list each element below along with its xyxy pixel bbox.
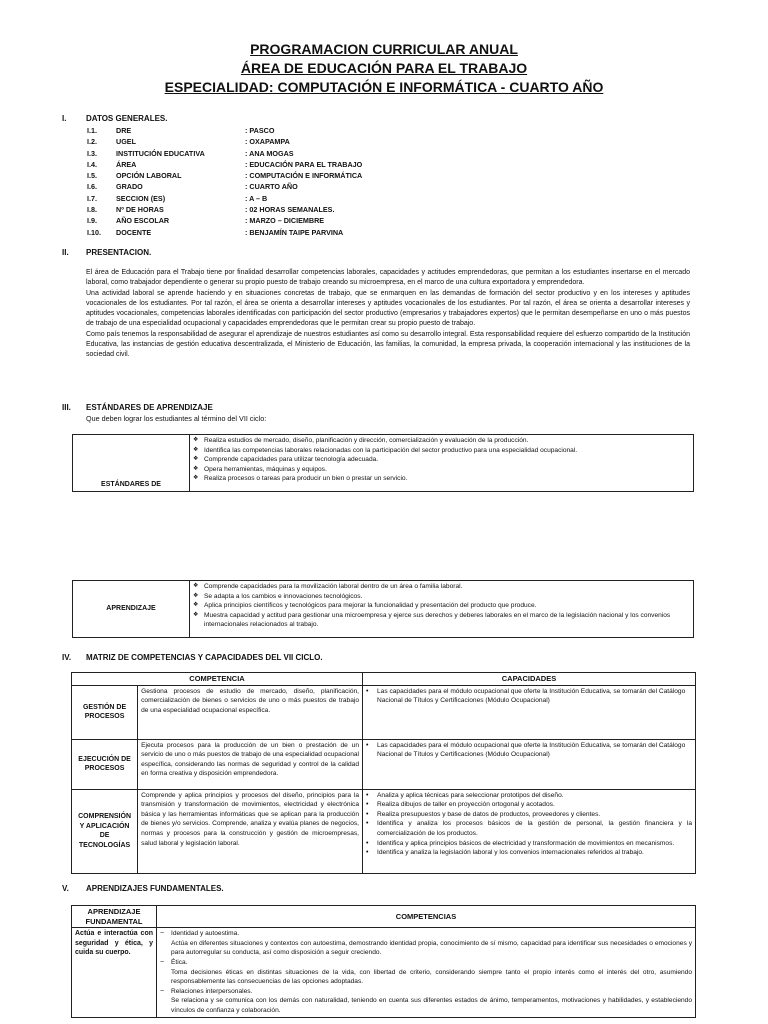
general-data-value: : PASCO — [245, 126, 275, 135]
general-data-value: : EDUCACIÓN PARA EL TRABAJO — [245, 159, 363, 169]
fundamental-item — [160, 987, 692, 1016]
title-line-3: ESPECIALIDAD: COMPUTACIÓN E INFORMÁTICA - CUARTO AÑO — [164, 79, 604, 95]
general-data-value: : BENJAMÍN TAIPE PARVINA — [245, 227, 344, 237]
list-item: • Identifica y analiza la legislación laboral y los convenios internacionales referidos al trabajo. — [366, 848, 692, 858]
fundamentals-left-cell: Actúa e interactúa con seguridad y ética, y cuida su cuerpo. — [72, 928, 157, 1017]
general-data-label: GRADO — [116, 182, 143, 192]
table-row — [72, 739, 696, 789]
general-data-code: I.7. — [87, 193, 97, 203]
general-data-label: DOCENTE — [116, 227, 152, 237]
title-line-2: ÁREA DE EDUCACIÓN PARA EL TRABAJO — [240, 60, 528, 76]
section-subtitle-3: Que deben lograr los estudiantes al término del VII ciclo: — [86, 414, 267, 423]
section-heading-1: I. DATOS GENERALES. — [62, 114, 168, 123]
general-data-code: I.5. — [87, 171, 97, 181]
fundamental-item-title: − Ética. — [171, 958, 188, 966]
table-row — [72, 928, 696, 1017]
list-item: • Identifica y aplica principios básicos de electricidad y transformación de movimientos en mecanismos. — [366, 839, 692, 849]
general-data-value: : ANA MOGAS — [245, 148, 294, 158]
section-heading-2: II. PRESENTACION. — [62, 248, 152, 257]
standards-label: ESTÁNDARES DE — [73, 435, 190, 492]
matrix-header-competencia: COMPETENCIA — [72, 673, 363, 686]
fundamental-item-text: Se relaciona y se comunica con los demás con naturalidad, teniendo en cuenta sus diferentes estados de ánimo, temperamentos, motivaciones y habilidades, y estableciendo vínculos de confianza y colaboración. — [171, 997, 692, 1014]
general-data-label: UGEL — [116, 137, 136, 147]
matrix-competencia-cell: Comprende y aplica principios y procesos del diseño, principios para la transmisión y transformación de movimientos, electricidad y electrónica básica y las herramientas informáticas que se aplican para la producción de bienes y/o servicios. Comprende, analiza y evalúa planes de negocios, normas y procesos para la construcción y gestión de microempresas, salud laboral y legislación laboral. — [138, 789, 363, 873]
general-data-code: I.10. — [87, 227, 101, 237]
general-data-label: ÁREA — [116, 159, 137, 169]
general-data-row — [87, 204, 362, 215]
general-data-label: Nº DE HORAS — [116, 205, 164, 215]
matrix-row-label: EJECUCIÓN DE PROCESOS — [72, 739, 138, 789]
standards-table-top — [72, 434, 694, 492]
capacidades-list — [366, 791, 692, 858]
presentation-paragraph: Como país tenemos la responsabilidad de asegurar el aprendizaje de nuestros estudiantes así como su desarrollo integral. Esta responsabilidad requiere del esfuerzo compartido de la Institución Educativa, las instancias de gestión educativa descentralizada, el Ministerio de Educación, las familias, la comunidad, la empresa privada, la cooperación internacional y las instituciones de la sociedad civil. — [86, 330, 690, 359]
general-data-list — [87, 125, 362, 238]
general-data-value: : A – B — [245, 193, 268, 203]
matrix-competencia-cell: Ejecuta procesos para la producción de un bien o prestación de un servicio de uno o más puestos de trabajo de una especialidad ocupacional específica, considerando las normas de seguridad y control de la calidad en forma creativa y disposición emprendedora. — [138, 739, 363, 789]
general-data-row — [87, 181, 362, 192]
list-item: • Analiza y aplica técnicas para seleccionar prototipos del diseño. — [366, 791, 692, 801]
matrix-header-capacidades: CAPACIDADES — [363, 673, 696, 686]
general-data-label: OPCIÓN LABORAL — [116, 171, 182, 181]
fundamental-item-text: Actúa en diferentes situaciones y contextos con autoestima, demostrando identidad propia, conocimiento de sí mismo, capacidad para identificar sus necesidades o emociones y para autorregular su conducta, así como disposición a seguir creciendo. — [171, 939, 692, 957]
fundamentals-header-left: APRENDIZAJE FUNDAMENTAL — [72, 906, 157, 928]
general-data-row — [87, 193, 362, 204]
general-data-row — [87, 227, 362, 238]
list-item: ❖ Identifica las competencias laborales relacionadas con la participación del sector productivo para una especialidad ocupacional. — [193, 446, 690, 456]
fundamentals-list — [160, 929, 692, 1015]
general-data-row — [87, 159, 362, 170]
standards-list — [193, 582, 690, 630]
fundamental-item — [160, 929, 692, 958]
general-data-code: I.4. — [87, 159, 97, 169]
general-data-label: SECCION (ES) — [116, 193, 166, 203]
general-data-code: I.9. — [87, 216, 97, 226]
list-item: • Las capacidades para el módulo ocupacional que oferte la Institución Educativa, se tomarán del Catálogo Nacional de Títulos y Certificaciones (Módulo Ocupacional) — [366, 687, 692, 706]
list-item: ❖ Muestra capacidad y actitud para gestionar una microempresa y ejerce sus derechos y deberes laborales en el marco de la legislación nacional y los convenios internacionales relacionados al trabajo. — [193, 611, 690, 630]
presentation-text — [86, 268, 690, 361]
fundamentals-table — [71, 905, 696, 1018]
document-titles — [0, 40, 768, 97]
presentation-paragraph: El área de Educación para el Trabajo tiene por finalidad desarrollar competencias laborales, capacidades y actitudes emprendedoras, que permitan a los estudiantes insertarse en el mercado laboral, como trabajador dependiente o generar su propio puesto de trabajo creando su microempresa, en el marco de una cultura exportadora y emprendedora. — [86, 269, 690, 287]
list-item: • Las capacidades para el módulo ocupacional que oferte la Institución Educativa, se tomarán del Catálogo Nacional de Títulos y Certificaciones (Módulo Ocupacional) — [366, 741, 692, 760]
standards-label: APRENDIZAJE — [73, 581, 190, 638]
general-data-row — [87, 170, 362, 181]
general-data-value: : MARZO – DICIEMBRE — [245, 216, 325, 226]
general-data-label: INSTITUCIÓN EDUCATIVA — [116, 148, 205, 158]
general-data-row — [87, 136, 362, 147]
general-data-code: I.3. — [87, 148, 97, 158]
presentation-paragraph: Una actividad laboral se aprende haciendo y en situaciones concretas de trabajo, que se enmarquen en las demandas de formación del sector productivo y en los intereses y aptitudes vocacionales de los estudiantes. Por tal razón, el área se orienta a desarrollar intereses y aptitudes vocacionales de los estudiantes. Por tal razón, el área se orienta a desarrollar intereses y aptitudes vocacionales, competencias laborales identificadas con participación del sector productivo (empresarios y trabajadores expertos) que le permitan desempeñarse en uno o más puestos de trabajo de una especialidad ocupacional y capacidades emprendedoras que le permitan crear su propio puesto de trabajo. — [86, 289, 690, 328]
matrix-row-label: COMPRENSIÓN Y APLICACIÓN DE TECNOLOGÍAS — [72, 789, 138, 873]
list-item: • Realiza dibujos de taller en proyección ortogonal y acotados. — [366, 800, 692, 810]
list-item: ❖ Comprende capacidades para utilizar tecnología adecuada. — [193, 455, 690, 465]
title-line-1: PROGRAMACION CURRICULAR ANUAL — [250, 41, 518, 57]
fundamental-item-title: − Identidad y autoestima. — [171, 930, 240, 938]
general-data-code: I.6. — [87, 182, 97, 192]
capacidades-list — [366, 687, 692, 706]
fundamental-item-text: Toma decisiones éticas en distintas situaciones de la vida, con libertad de criterio, considerando siempre tanto el propio interés como el interés del otro, asumiendo responsablemente las consecuencias de las opciones adoptadas. — [171, 968, 692, 986]
general-data-value: : COMPUTACIÓN E INFORMÁTICA — [245, 171, 363, 181]
list-item: ❖ Comprende capacidades para la movilización laboral dentro de un área o familia laboral. — [193, 582, 690, 592]
general-data-code: I.2. — [87, 137, 97, 147]
standards-list — [193, 436, 690, 484]
general-data-label: DRE — [116, 126, 132, 135]
list-item: ❖ Aplica principios científicos y tecnológicos para mejorar la funcionalidad y presentación del producto que produce. — [193, 601, 690, 611]
matrix-row-label: GESTIÓN DE PROCESOS — [72, 685, 138, 739]
fundamentals-header-right: COMPETENCIAS — [157, 906, 696, 928]
section-heading-3: III. ESTÁNDARES DE APRENDIZAJE — [62, 403, 213, 412]
general-data-value: : OXAPAMPA — [245, 137, 290, 147]
standards-table-bottom — [72, 580, 694, 638]
fundamental-item-title: − Relaciones interpersonales. — [171, 987, 253, 995]
general-data-row — [87, 125, 362, 136]
list-item: ❖ Realiza procesos o tareas para producir un bien o prestar un servicio. — [193, 474, 690, 484]
table-row — [72, 789, 696, 873]
competency-matrix-table — [71, 672, 696, 874]
general-data-row — [87, 148, 362, 159]
list-item: ❖ Opera herramientas, máquinas y equipos. — [193, 465, 690, 475]
list-item: ❖ Se adapta a los cambios e innovaciones tecnológicos. — [193, 592, 690, 602]
table-row — [72, 685, 696, 739]
general-data-value: : CUARTO AÑO — [245, 182, 298, 192]
section-heading-5: V. APRENDIZAJES FUNDAMENTALES. — [62, 884, 224, 893]
general-data-code: I.1. — [87, 126, 97, 135]
section-heading-4: IV. MATRIZ DE COMPETENCIAS Y CAPACIDADES DEL VII CICLO. — [62, 653, 323, 662]
list-item: • Identifica y analiza los procesos básicos de la gestión de personal, la gestión financiera y la comercialización de los productos. — [366, 819, 692, 838]
matrix-competencia-cell: Gestiona procesos de estudio de mercado, diseño, planificación, comercialización de bienes o servicios de uno o más puestos de trabajo de una especialidad ocupacional específica. — [138, 685, 363, 739]
general-data-value: : 02 HORAS SEMANALES. — [245, 205, 335, 215]
capacidades-list — [366, 741, 692, 760]
general-data-row — [87, 215, 362, 226]
list-item: • Realiza presupuestos y base de datos de productos, proveedores y clientes. — [366, 810, 692, 820]
fundamental-item — [160, 958, 692, 987]
general-data-label: AÑO ESCOLAR — [116, 216, 170, 226]
general-data-code: I.8. — [87, 205, 97, 215]
list-item: ❖ Realiza estudios de mercado, diseño, planificación y dirección, comercialización y evaluación de la producción. — [193, 436, 690, 446]
